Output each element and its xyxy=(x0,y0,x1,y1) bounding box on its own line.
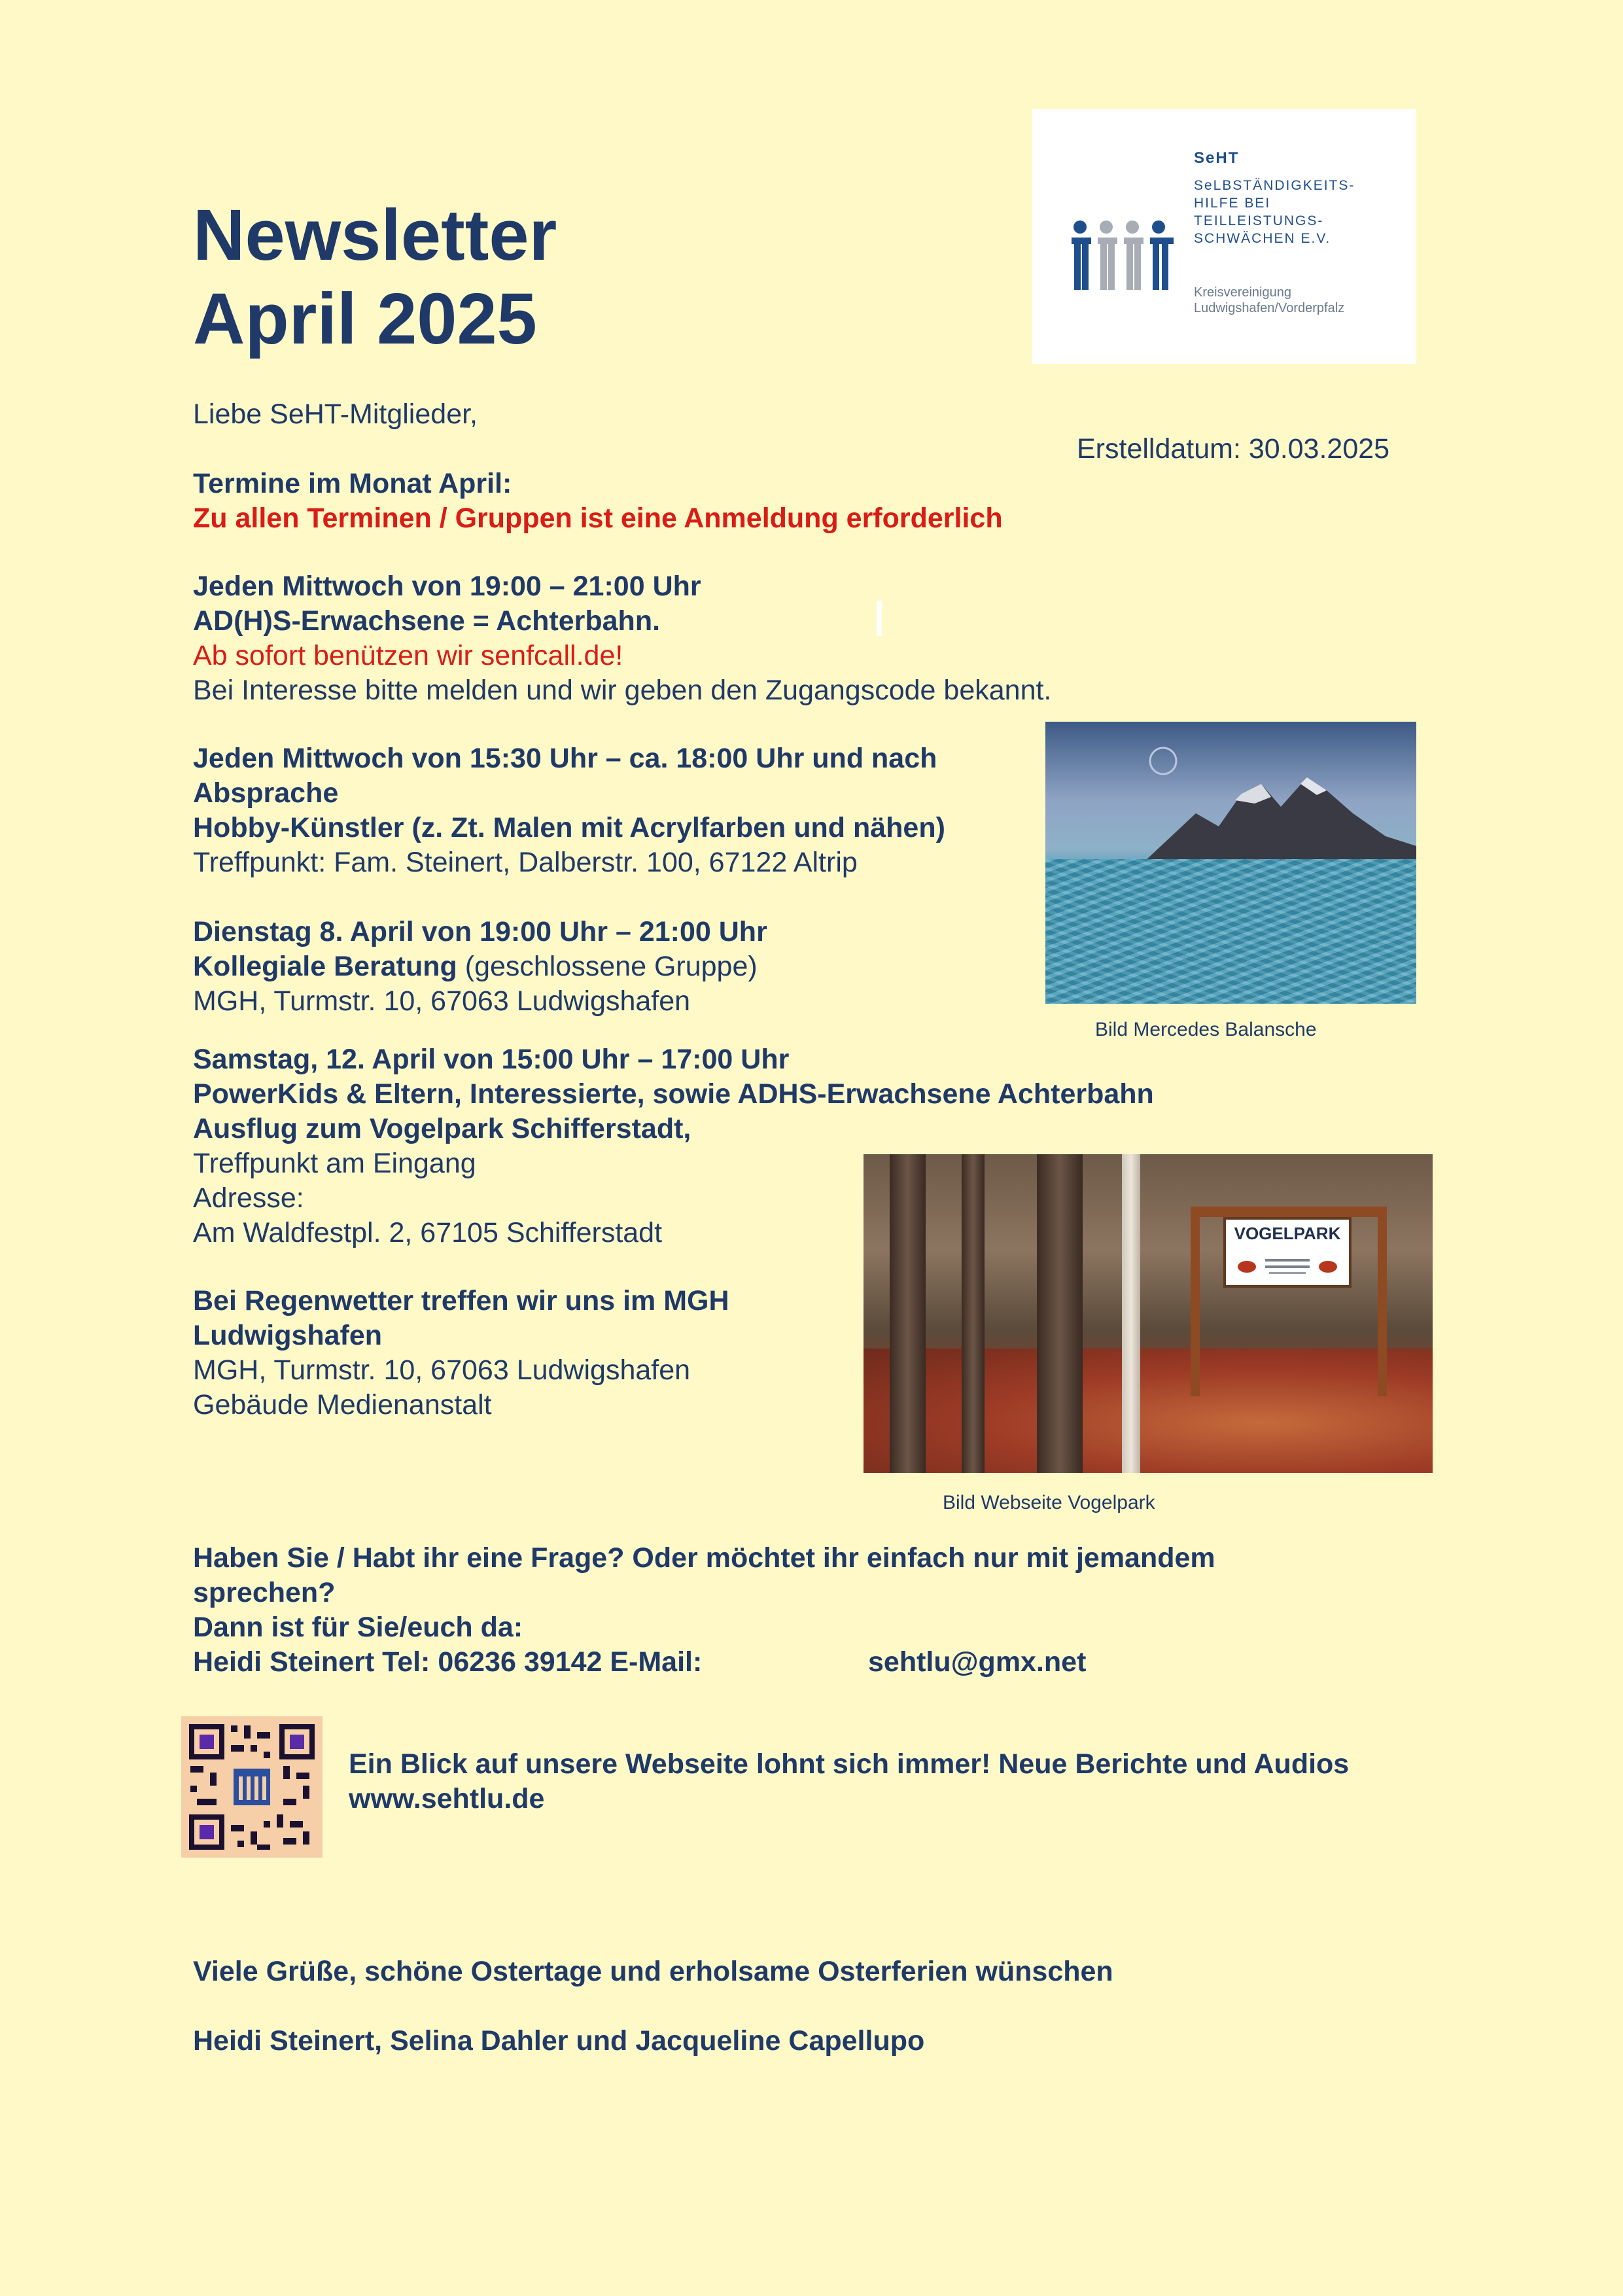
contact-person: Heidi Steinert Tel: 06236 39142 E-Mail: xyxy=(193,1646,703,1678)
event4-rain-building: Gebäude Medienanstalt xyxy=(193,1389,492,1421)
tree-trunk xyxy=(962,1154,985,1473)
contact-email[interactable]: sehtlu@gmx.net xyxy=(868,1646,1087,1678)
logo-line4: TEILLEISTUNGS- xyxy=(1194,213,1324,228)
logo-seht: SeHT xyxy=(1194,149,1240,167)
greeting: Liebe SeHT-Mitglieder, xyxy=(193,398,478,430)
painting-water xyxy=(1045,859,1416,1004)
logo-line3: HILFE BEI xyxy=(1194,196,1271,211)
website-url[interactable]: www.sehtlu.de xyxy=(349,1783,545,1814)
vogelpark-photo xyxy=(864,1154,1433,1473)
people-logo-icon xyxy=(1070,219,1178,298)
contact-line3: Dann ist für Sie/euch da: xyxy=(193,1612,523,1643)
event1-info: Bei Interesse bitte melden und wir geben den Zugangscode bekannt. xyxy=(193,675,1052,706)
event4-audience: PowerKids & Eltern, Interessierte, sowie ADHS-Erwachsene Achterbahn xyxy=(193,1078,1154,1110)
gate-post xyxy=(1191,1207,1200,1396)
park-ground xyxy=(864,1349,1433,1473)
qr-code-icon xyxy=(181,1716,323,1858)
event3-name: Kollegiale Beratung xyxy=(193,951,457,982)
vogelpark-sign-text: VOGELPARK xyxy=(1234,1224,1341,1243)
seht-logo xyxy=(1032,109,1416,364)
registration-notice: Zu allen Terminen / Gruppen ist eine Anmeldung erforderlich xyxy=(193,503,1003,534)
created-date: Erstelldatum: 30.03.2025 xyxy=(1077,433,1390,465)
event2-when-line1: Jeden Mittwoch von 15:30 Uhr – ca. 18:00 Uhr und nach xyxy=(193,743,937,774)
event2-when-line2: Absprache xyxy=(193,777,339,809)
event4-trip: Ausflug zum Vogelpark Schifferstadt, xyxy=(193,1113,691,1144)
gate-beam xyxy=(1191,1207,1387,1217)
logo-line5: SCHWÄCHEN E.V. xyxy=(1194,231,1331,246)
event4-rain-place: MGH, Turmstr. 10, 67063 Ludwigshafen xyxy=(193,1354,691,1386)
closing-names: Heidi Steinert, Selina Dahler und Jacqueline Capellupo xyxy=(193,2025,925,2057)
closing-wishes: Viele Grüße, schöne Ostertage und erholsame Osterferien wünschen xyxy=(193,1956,1113,1987)
park-caption: Bild Webseite Vogelpark xyxy=(943,1492,1155,1513)
event1-when: Jeden Mittwoch von 19:00 – 21:00 Uhr xyxy=(193,571,701,602)
website-line1: Ein Blick auf unsere Webseite lohnt sich immer! Neue Berichte und Audios xyxy=(349,1748,1350,1780)
birch-trunk xyxy=(1122,1154,1140,1473)
logo-line2: SeLBSTÄNDIGKEITS- xyxy=(1194,178,1355,193)
newsletter-month: April 2025 xyxy=(193,279,537,359)
event4-meet: Treffpunkt am Eingang xyxy=(193,1148,476,1179)
event1-note: Ab sofort benützen wir senfcall.de! xyxy=(193,640,623,671)
logo-line7: Ludwigshafen/Vorderpfalz xyxy=(1194,301,1345,315)
logo-line6: Kreisvereinigung xyxy=(1194,285,1291,300)
newsletter-title: Newsletter xyxy=(193,195,557,275)
event4-when: Samstag, 12. April von 15:00 Uhr – 17:00 Uhr xyxy=(193,1044,790,1075)
tree-trunk xyxy=(890,1154,926,1473)
text-cursor-mark xyxy=(877,601,882,636)
painting-mountain-lake xyxy=(1045,722,1416,1004)
event4-rain-line1: Bei Regenwetter treffen wir uns im MGH xyxy=(193,1285,729,1316)
event4-rain-line2: Ludwigshafen xyxy=(193,1320,383,1351)
event3-name-line xyxy=(193,949,758,984)
contact-line2: sprechen? xyxy=(193,1577,336,1608)
event3-place: MGH, Turmstr. 10, 67063 Ludwigshafen xyxy=(193,985,691,1017)
event2-name: Hobby-Künstler (z. Zt. Malen mit Acrylfarben und nähen) xyxy=(193,812,945,843)
event3-when: Dienstag 8. April von 19:00 Uhr – 21:00 Uhr xyxy=(193,916,767,947)
event3-name-suffix: (geschlossene Gruppe) xyxy=(457,951,758,982)
event4-address-label: Adresse: xyxy=(193,1182,304,1214)
painting-caption: Bild Mercedes Balansche xyxy=(1095,1019,1317,1040)
termine-heading: Termine im Monat April: xyxy=(193,468,512,499)
vogelpark-sign xyxy=(1223,1217,1352,1288)
tree-trunk xyxy=(1037,1154,1083,1473)
contact-line1: Haben Sie / Habt ihr eine Frage? Oder möchtet ihr einfach nur mit jemandem xyxy=(193,1542,1215,1574)
event2-place: Treffpunkt: Fam. Steinert, Dalberstr. 100, 67122 Altrip xyxy=(193,847,858,878)
gate-post xyxy=(1378,1207,1387,1396)
bird-icon xyxy=(1232,1250,1342,1280)
event1-name: AD(H)S-Erwachsene = Achterbahn. xyxy=(193,605,661,637)
qr-code[interactable] xyxy=(181,1716,323,1858)
event4-address: Am Waldfestpl. 2, 67105 Schifferstadt xyxy=(193,1217,663,1248)
